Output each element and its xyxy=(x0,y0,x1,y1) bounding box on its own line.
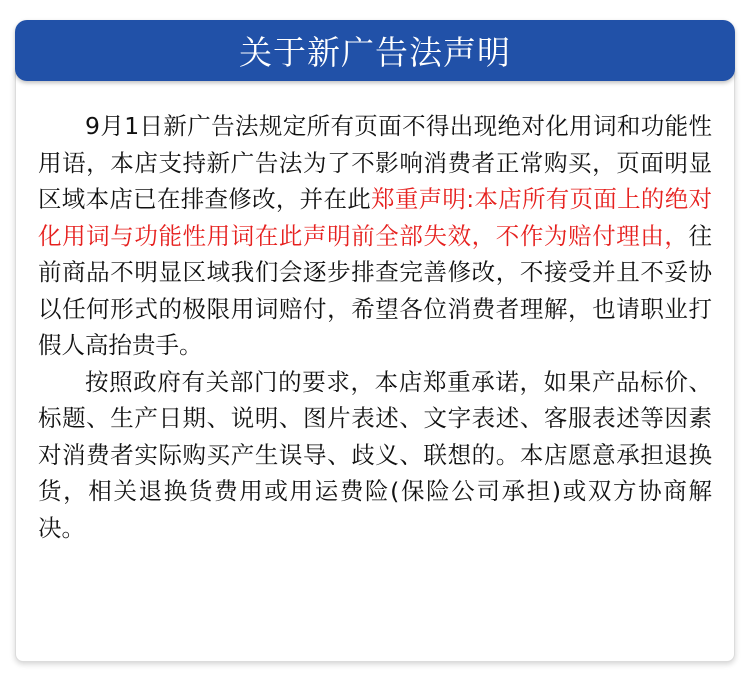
highlighted-declaration: 郑重声明:本店所有页面上的绝对化用词与功能性用词在此声明前全部失效，不作为赔付理由， xyxy=(38,185,713,250)
paragraph-1-intro: 9月1日新广告法规定所有页面不得出现绝对化用词和功能性用语，本店支持新广告法为了不影响消费者正常购买，页面明显区域本店已在排查修改，并在此 xyxy=(38,112,712,213)
title-banner xyxy=(15,20,735,81)
paragraph-2-text: 按照政府有关部门的要求，本店郑重承诺，如果产品标价、标题、生产日期、说明、图片表述、文字表述、客服表述等因素对消费者实际购买产生误导、歧义、联想的。本店愿意承担退换货，相关退换货费用或用运费险(保险公司承担)或双方协商解决。 xyxy=(38,367,712,542)
statement-paragraph-1 xyxy=(38,108,712,364)
page-title: 关于新广告法声明 xyxy=(239,33,511,72)
paragraph-1-rest: 往前商品不明显区域我们会逐步排查完善修改，不接受并且不妥协以任何形式的极限用词赔付，希望各位消费者理解，也请职业打假人高抬贵手。 xyxy=(38,221,712,359)
statement-paragraph-2 xyxy=(38,364,712,547)
statement-content xyxy=(38,108,712,546)
